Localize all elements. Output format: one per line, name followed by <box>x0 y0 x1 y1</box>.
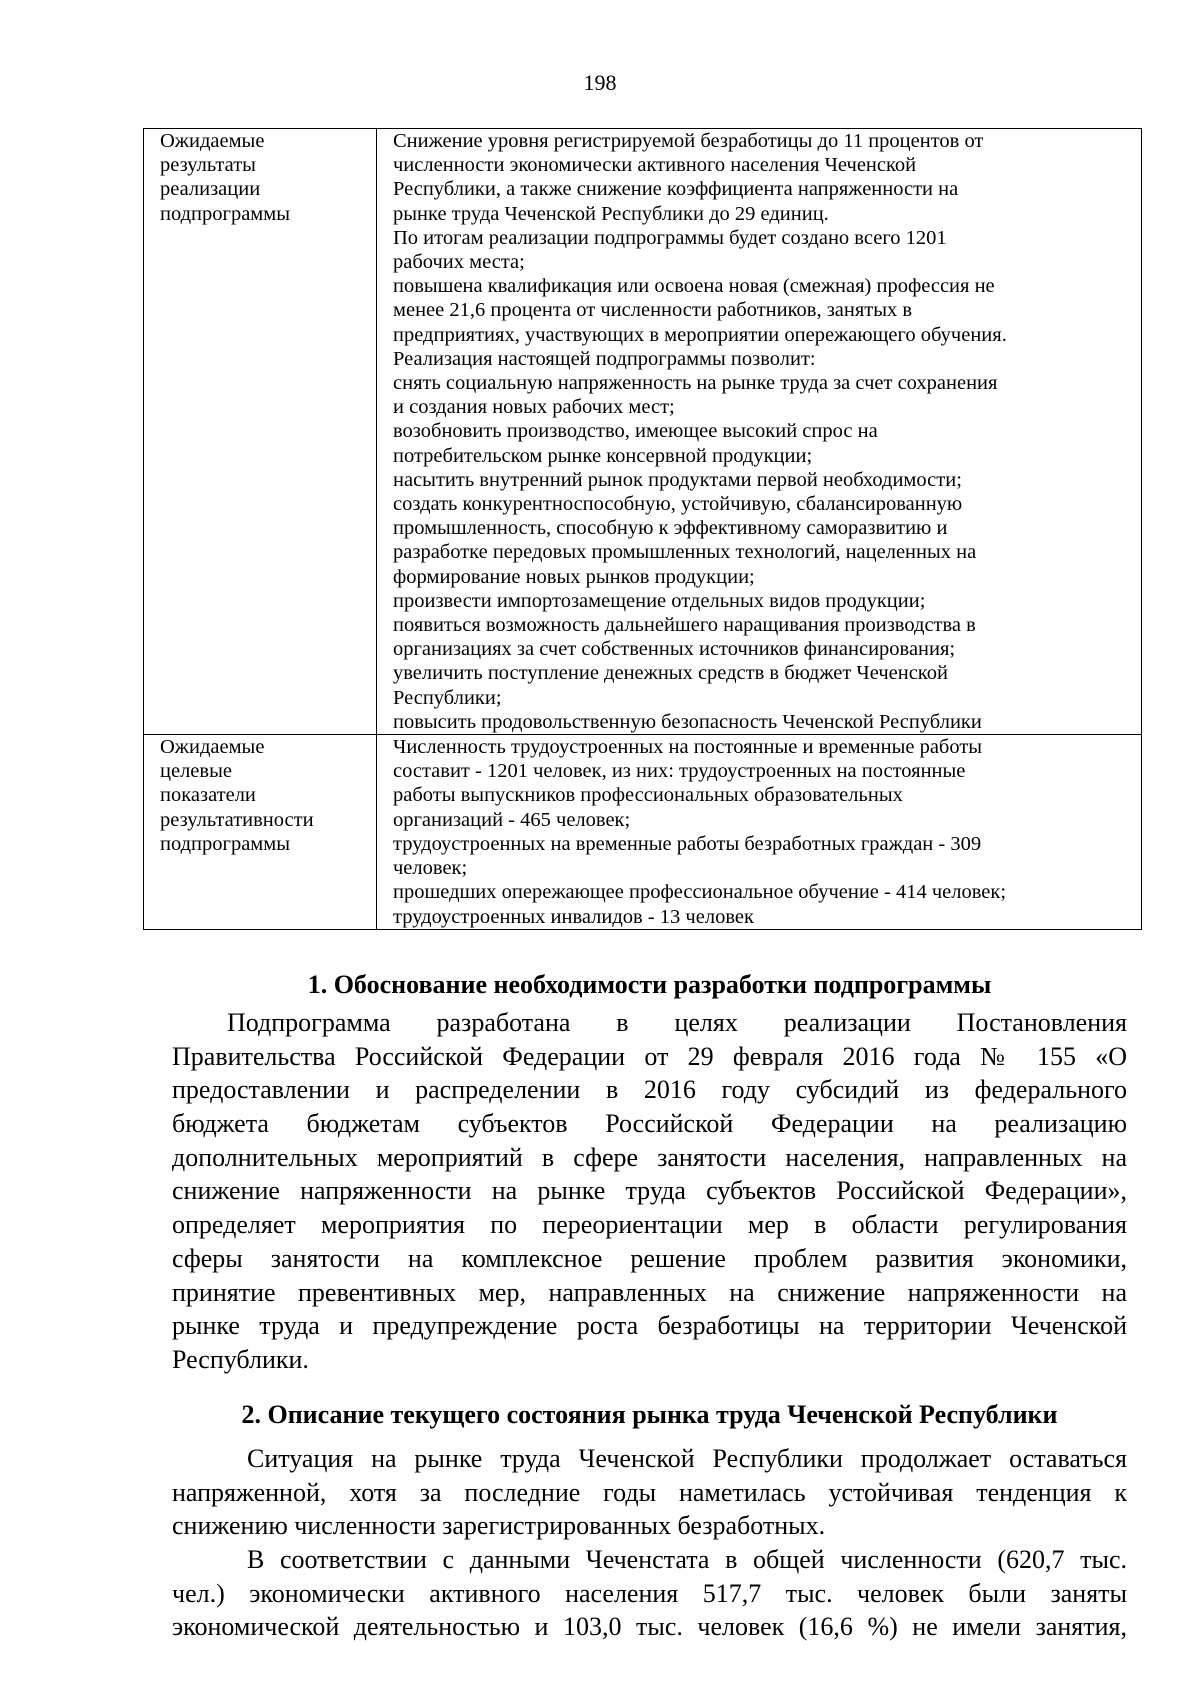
content-line: возобновить производство, имеющее высокий спрос на <box>393 420 878 443</box>
content-line: прошедших опережающее профессиональное обучение - 414 человек; <box>393 881 1007 904</box>
paragraph-line: рынке труда и предупреждение роста безработицы на территории Чеченской <box>172 1311 1127 1341</box>
paragraph-line: чел.) экономически активного населения 517,7 тыс. человек были заняты <box>172 1578 1127 1608</box>
content-line: повысить продовольственную безопасность Чеченской Республики <box>393 710 982 733</box>
section-2-paragraph-1 <box>172 1442 1127 1543</box>
row-label-expected-results <box>144 129 377 735</box>
content-line: потребительском рынке консервной продукции; <box>393 444 813 467</box>
content-line: рабочих места; <box>393 251 525 274</box>
section-2-paragraph-2 <box>172 1543 1127 1644</box>
label-line: подпрограммы <box>160 202 291 225</box>
paragraph-line: В соответствии с данными Чеченстата в общей численности (620,7 тыс. <box>247 1545 1127 1575</box>
paragraph-line: Подпрограмма разработана в целях реализации Постановления <box>227 1008 1127 1037</box>
label-line: Ожидаемые <box>160 736 265 759</box>
paragraph-line: принятие превентивных мер, направленных на снижение напряженности на <box>172 1277 1127 1307</box>
paragraph-line: предоставлении и распределении в 2016 году субсидий из федерального <box>172 1075 1127 1105</box>
paragraph-line: Республики. <box>172 1344 309 1374</box>
row-content-expected-results <box>377 129 1142 735</box>
content-line: трудоустроенных на временные работы безработных граждан - 309 <box>393 832 982 855</box>
paragraph-line: сферы занятости на комплексное решение проблем развития экономики, <box>172 1243 1127 1273</box>
section-1-title: 1. Обоснование необходимости разработки подпрограммы <box>307 970 992 999</box>
content-line: составит - 1201 человек, из них: трудоустроенных на постоянные <box>393 760 966 783</box>
content-line: организациях за счет собственных источников финансирования; <box>393 638 956 661</box>
paragraph-line: дополнительных мероприятий в сфере занятости населения, направленных на <box>172 1142 1127 1172</box>
content-line: Численность трудоустроенных на постоянные и временные работы <box>393 736 983 759</box>
section-2 <box>172 1398 1127 1644</box>
section-1-paragraph <box>172 1006 1127 1377</box>
content-line: работы выпускников профессиональных образовательных <box>393 784 903 807</box>
content-line: насытить внутренний рынок продуктами первой необходимости; <box>393 468 962 491</box>
content-line: и создания новых рабочих мест; <box>393 396 675 419</box>
content-line: промышленность, способную к эффективному саморазвитию и <box>393 517 948 540</box>
table-row <box>144 129 1142 735</box>
content-line: формирование новых рынков продукции; <box>393 565 755 588</box>
row-label-target-indicators <box>144 735 377 930</box>
content-line: численности экономически активного населения Чеченской <box>393 154 917 177</box>
paragraph-line: Ситуация на рынке труда Чеченской Республики продолжает оставаться <box>247 1444 1127 1473</box>
label-line: показатели <box>160 784 256 807</box>
content-line: произвести импортозамещение отдельных видов продукции; <box>393 589 926 612</box>
content-line: появиться возможность дальнейшего наращивания производства в <box>393 614 976 637</box>
content-line: Республики; <box>393 686 502 709</box>
row-content-target-indicators <box>377 735 1142 930</box>
content-line: организаций - 465 человек; <box>393 808 631 831</box>
label-line: результативности <box>160 808 314 831</box>
content-line: Республики, а также снижение коэффициента напряженности на <box>393 178 959 201</box>
content-line: рынке труда Чеченской Республики до 29 единиц. <box>393 202 829 225</box>
content-line: Реализация настоящей подпрограммы позволит: <box>393 347 816 370</box>
label-line: реализации <box>160 178 261 201</box>
label-line: результаты <box>160 154 256 177</box>
content-line: предприятиях, участвующих в мероприятии опережающего обучения. <box>393 323 1007 346</box>
content-line: человек; <box>393 857 468 880</box>
paragraph-line: бюджета бюджетам субъектов Российской Федерации на реализацию <box>172 1109 1127 1139</box>
content-line: разработке передовых промышленных технологий, нацеленных на <box>393 541 977 564</box>
content-line: трудоустроенных инвалидов - 13 человек <box>393 905 754 928</box>
content-line: увеличить поступление денежных средств в бюджет Чеченской <box>393 662 948 685</box>
label-line: целевые <box>160 760 232 783</box>
paragraph-line: снижение напряженности на рынке труда субъектов Российской Федерации», <box>172 1176 1127 1206</box>
content-line: снять социальную напряженность на рынке труда за счет сохранения <box>393 372 998 395</box>
paragraph-line: экономической деятельностью и 103,0 тыс. человек (16,6 %) не имели занятия, <box>172 1612 1127 1642</box>
label-line: Ожидаемые <box>160 130 265 152</box>
paragraph-line: снижению численности зарегистрированных безработных. <box>172 1511 826 1541</box>
page-number: 198 <box>583 70 617 95</box>
content-line: По итогам реализации подпрограммы будет создано всего 1201 <box>393 226 947 249</box>
content-line: создать конкурентноспособную, устойчивую, сбалансированную <box>393 493 963 516</box>
paragraph-line: Правительства Российской Федерации от 29 февраля 2016 года № 155 «О <box>172 1041 1127 1071</box>
section-2-title: 2. Описание текущего состояния рынка труда Чеченской Республики <box>241 1400 1058 1429</box>
paragraph-line: определяет мероприятия по переориентации мер в области регулирования <box>172 1210 1127 1240</box>
table-row <box>144 735 1142 930</box>
content-line: менее 21,6 процента от численности работников, занятых в <box>393 299 913 322</box>
passport-table <box>143 128 1142 930</box>
content-line: Снижение уровня регистрируемой безработицы до 11 процентов от <box>393 130 984 152</box>
paragraph-line: напряженной, хотя за последние годы наметилась устойчивая тенденция к <box>172 1477 1127 1507</box>
content-line: повышена квалификация или освоена новая (смежная) профессия не <box>393 275 995 298</box>
section-1 <box>172 968 1127 1377</box>
label-line: подпрограммы <box>160 832 291 855</box>
